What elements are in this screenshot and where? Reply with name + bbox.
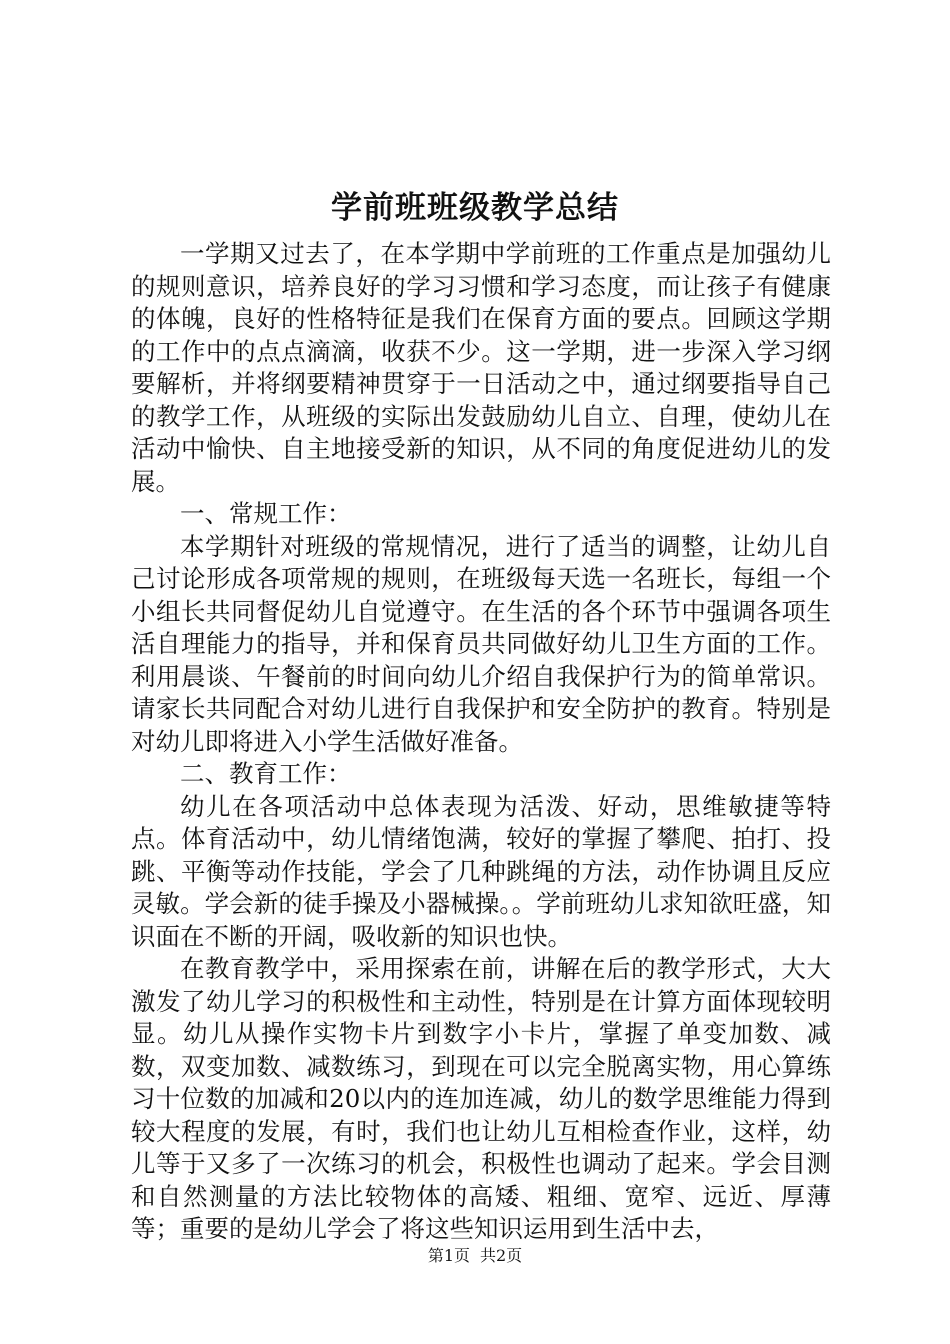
intro-paragraph: 一学期又过去了，在本学期中学前班的工作重点是加强幼儿的规则意识，培养良好的学习习惯和学习态度，而让孩子有健康的体魄，良好的性格特征是我们在保育方面的要点。回顾这学期的工作中的点点滴滴，收获不少。这一学期，进一步深入学习纲要解析，并将纲要精神贯穿于一日活动之中，通过纲要指导自己的教学工作，从班级的实际出发鼓励幼儿自立、自理，使幼儿在活动中愉快、自主地接受新的知识，从不同的角度促进幼儿的发展。 [131,239,831,496]
section-heading-education: 二、教育工作： [180,759,352,788]
page-total: 共2页 [480,1246,523,1265]
document-body [131,238,831,1246]
education-paragraph-1: 幼儿在各项活动中总体表现为活泼、好动，思维敏捷等特点。体育活动中，幼儿情绪饱满，较好的掌握了攀爬、拍打、投跳、平衡等动作技能，学会了几种跳绳的方法，动作协调且反应灵敏。学会新的徒手操及小器械操。。学前班幼儿求知欲旺盛，知识面在不断的开阔，吸收新的知识也快。 [131,791,831,951]
document-title: 学前班班级教学总结 [331,190,619,226]
page-number: 第1页 [427,1246,470,1265]
section-heading-routine: 一、常规工作： [180,499,352,528]
education-paragraph-2: 在教育教学中，采用探索在前，讲解在后的教学形式，大大激发了幼儿学习的积极性和主动性，特别是在计算方面体现较明显。幼儿从操作实物卡片到数字小卡片，掌握了单变加数、减数，双变加数、减数练习，到现在可以完全脱离实物，用心算练习十位数的加减和20以内的连加连减，幼儿的数学思维能力得到较大程度的发展，有时，我们也让幼儿互相检查作业，这样，幼儿等于又多了一次练习的机会，积极性也调动了起来。学会目测和自然测量的方法比较物体的高矮、粗细、宽窄、远近、厚薄等；重要的是幼儿学会了将这些知识运用到生活中去， [131,954,831,1243]
routine-paragraph: 本学期针对班级的常规情况，进行了适当的调整，让幼儿自己讨论形成各项常规的规则，在班级每天选一名班长，每组一个小组长共同督促幼儿自觉遵守。在生活的各个环节中强调各项生活自理能力的指导，并和保育员共同做好幼儿卫生方面的工作。利用晨谈、午餐前的时间向幼儿介绍自我保护行为的简单常识。请家长共同配合对幼儿进行自我保护和安全防护的教育。特别是对幼儿即将进入小学生活做好准备。 [131,531,831,756]
page-footer [0,1244,950,1268]
